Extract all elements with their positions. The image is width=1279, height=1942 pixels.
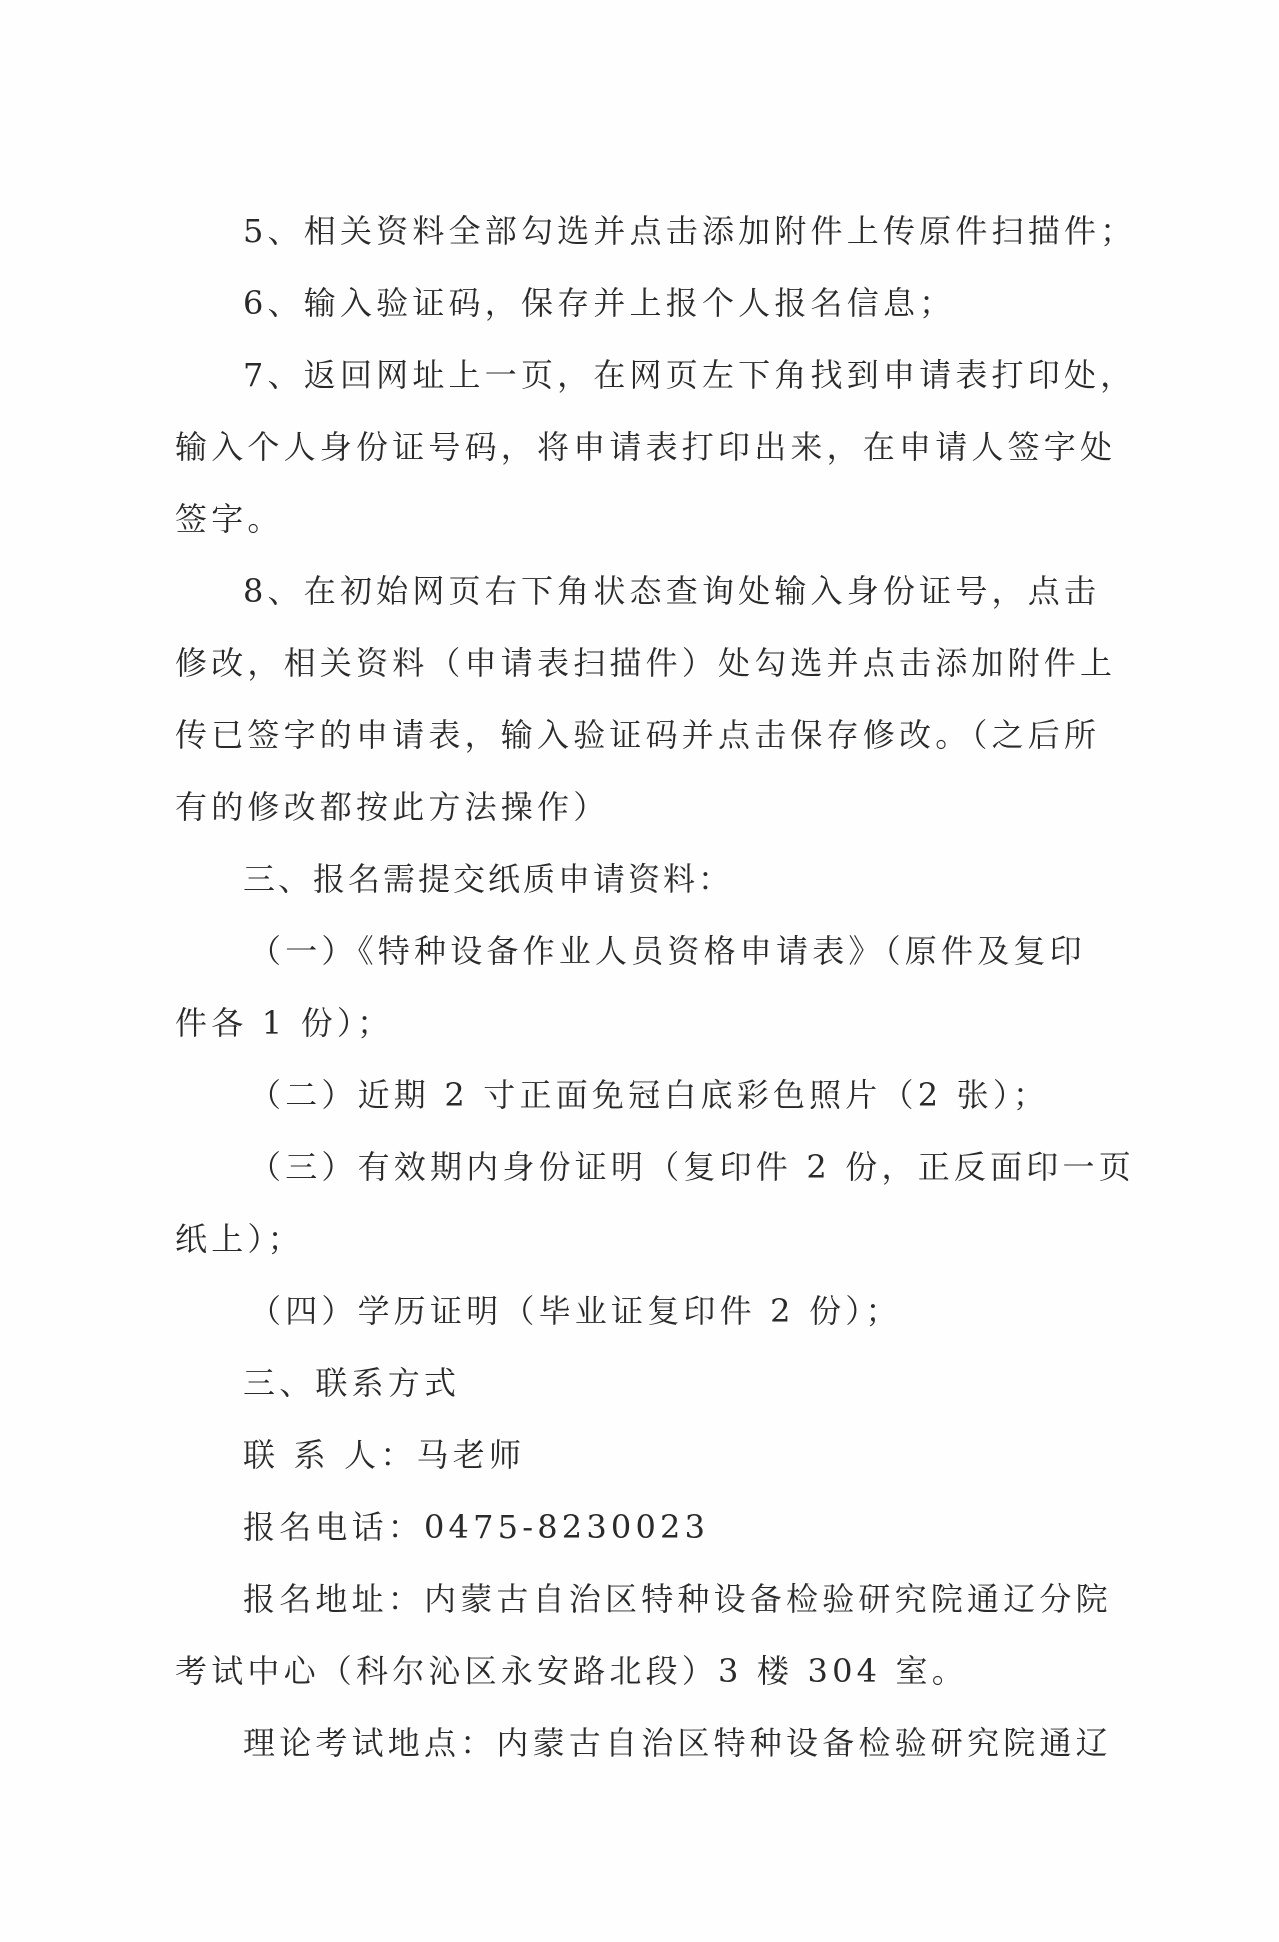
step-6: 6、输入验证码，保存并上报个人报名信息；: [243, 284, 956, 322]
contact-person: 联 系 人：马老师: [243, 1436, 526, 1474]
item-3-line-1: （三）有效期内身份证明（复印件 2 份，正反面印一页: [249, 1148, 1135, 1186]
step-5: 5、相关资料全部勾选并点击添加附件上传原件扫描件；: [243, 212, 1137, 250]
step-7-line-2: 输入个人身份证号码，将申请表打印出来，在申请人签字处: [175, 428, 1117, 466]
contact-heading: 三、联系方式: [243, 1364, 461, 1402]
address-line-2: 考试中心（科尔沁区永安路北段）3 楼 304 室。: [175, 1652, 968, 1690]
exam-location-line-1: 理论考试地点：内蒙古自治区特种设备检验研究院通辽: [243, 1724, 1112, 1762]
step-8-line-3: 传已签字的申请表，输入验证码并点击保存修改。（之后所: [175, 716, 1101, 754]
step-8-line-4: 有的修改都按此方法操作）: [175, 788, 610, 826]
item-1-line-1: （一）《特种设备作业人员资格申请表》（原件及复印: [249, 932, 1086, 970]
contact-phone: 报名电话：0475-8230023: [243, 1508, 710, 1546]
item-3-line-2: 纸上）；: [175, 1220, 304, 1258]
address-line-1: 报名地址：内蒙古自治区特种设备检验研究院通辽分院: [243, 1580, 1112, 1618]
item-4: （四）学历证明（毕业证复印件 2 份）；: [249, 1292, 902, 1330]
document-body: [175, 195, 1137, 1779]
step-7-line-1: 7、返回网址上一页，在网页左下角找到申请表打印处，: [243, 356, 1137, 394]
step-8-line-2: 修改，相关资料（申请表扫描件）处勾选并点击添加附件上: [175, 644, 1117, 682]
step-7-line-3: 签字。: [175, 500, 284, 538]
section-3-heading: 三、报名需提交纸质申请资料：: [243, 860, 734, 898]
item-1-line-2: 件各 1 份）；: [175, 1004, 394, 1042]
step-8-line-1: 8、在初始网页右下角状态查询处输入身份证号，点击: [243, 572, 1101, 610]
item-2: （二）近期 2 寸正面免冠白底彩色照片（2 张）；: [249, 1076, 1050, 1114]
